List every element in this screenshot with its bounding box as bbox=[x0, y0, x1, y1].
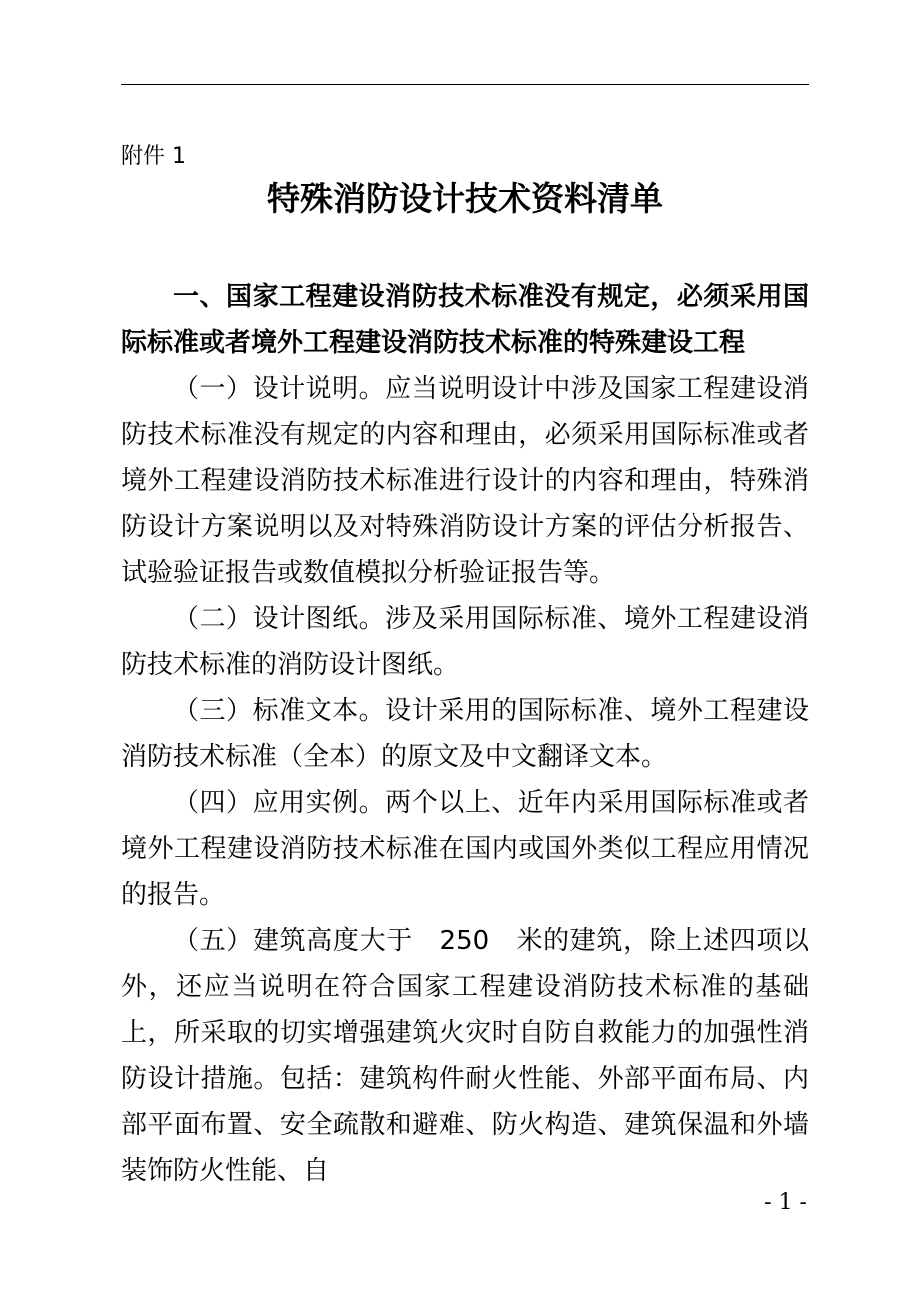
page-number: - 1 - bbox=[764, 1190, 807, 1215]
paragraph-standard-text: （三）标准文本。设计采用的国际标准、境外工程建设消防技术标准（全本）的原文及中文翻译文本。 bbox=[121, 696, 809, 772]
section-heading: 一、国家工程建设消防技术标准没有规定，必须采用国际标准或者境外工程建设消防技术标准的特殊建设工程 bbox=[121, 282, 809, 358]
paragraph-application-examples: （四）应用实例。两个以上、近年内采用国际标准或者境外工程建设消防技术标准在国内或国外类似工程应用情况的报告。 bbox=[121, 788, 809, 910]
paragraph-design-description: （一）设计说明。应当说明设计中涉及国家工程建设消防技术标准没有规定的内容和理由，必须采用国际标准或者境外工程建设消防技术标准进行设计的内容和理由，特殊消防设计方案说明以及对特殊消防设计方案的评估分析报告、试验验证报告或数值模拟分析验证报告等。 bbox=[121, 374, 809, 588]
header-rule bbox=[121, 84, 809, 85]
document-body bbox=[121, 274, 809, 1194]
document-title: 特殊消防设计技术资料清单 bbox=[267, 179, 663, 218]
paragraph-high-rise-buildings: （五）建筑高度大于 250 米的建筑，除上述四项以外，还应当说明在符合国家工程建设消防技术标准的基础上，所采取的切实增强建筑火灾时自防自救能力的加强性消防设计措施。包括：建筑构件耐火性能、外部平面布局、内部平面布置、安全疏散和避难、防火构造、建筑保温和外墙装饰防火性能、自 bbox=[121, 926, 809, 1186]
attachment-label: 附件 1 bbox=[121, 144, 186, 169]
paragraph-design-drawings: （二）设计图纸。涉及采用国际标准、境外工程建设消防技术标准的消防设计图纸。 bbox=[121, 604, 809, 680]
